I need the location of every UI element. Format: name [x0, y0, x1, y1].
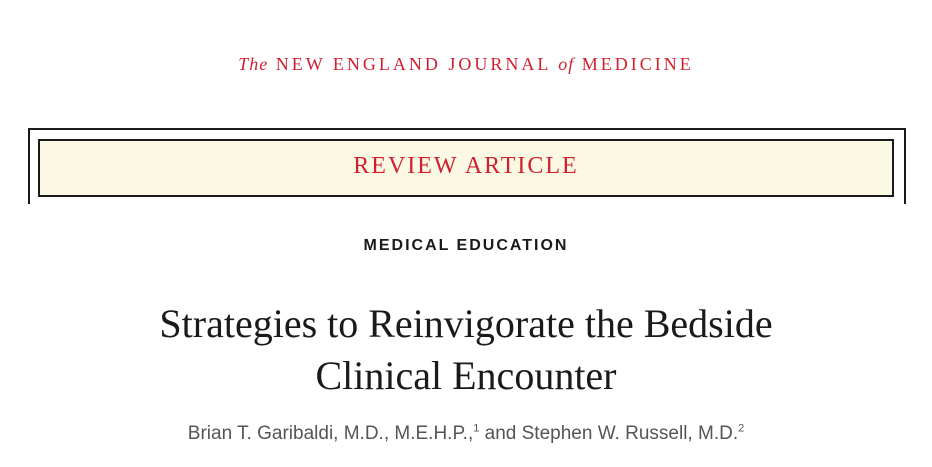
article-title-line-1: Strategies to Reinvigorate the Bedside [159, 301, 773, 346]
author-2-affiliation: 2 [738, 422, 745, 435]
section-label: MEDICAL EDUCATION [363, 237, 569, 254]
article-title-line-2: Clinical Encounter [315, 353, 617, 398]
article-type-label: REVIEW ARTICLE [353, 153, 579, 179]
article-title [0, 298, 932, 402]
masthead-name-part1: NEW ENGLAND JOURNAL [275, 54, 551, 74]
author-1-affiliation: 1 [473, 422, 480, 435]
author-list [0, 423, 932, 445]
author-conjunction: and [484, 423, 517, 444]
journal-masthead [0, 54, 932, 75]
author-1-name: Brian T. Garibaldi, M.D., M.E.H.P., [187, 423, 474, 444]
masthead-of: of [558, 54, 575, 74]
masthead-the: The [238, 54, 269, 74]
masthead-name-part2: MEDICINE [581, 54, 694, 74]
author-2-name: Stephen W. Russell, M.D. [521, 423, 739, 444]
